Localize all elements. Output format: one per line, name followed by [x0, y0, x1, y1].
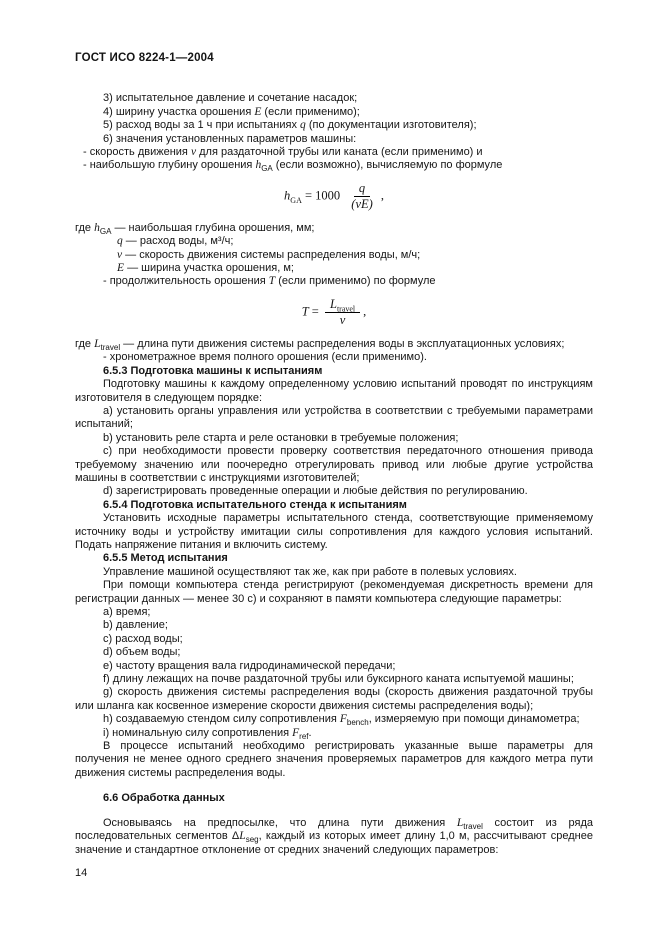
formula-hga — [75, 182, 593, 211]
where-line-v — [75, 249, 593, 262]
text-run: - скорость движения — [83, 146, 191, 159]
list-item-d: d) объем воды; — [103, 646, 181, 659]
list-item-4 — [75, 106, 593, 119]
list-item-h — [75, 713, 593, 726]
text-run: , измеряемую при помощи динамометра; — [368, 713, 580, 726]
text-run: (по документации изготовителя); — [305, 119, 477, 132]
math-var: L — [239, 830, 246, 843]
fraction — [346, 182, 378, 211]
math-var: h — [94, 221, 100, 234]
math-sub: bench — [346, 718, 369, 728]
list-item-3: 3) испытательное давление и сочетание насадок; — [103, 92, 358, 105]
list-item-c: c) при необходимости провести проверку соответствия передаточного отношения привода требуемому значению или поочередно отрегулировать привод или любые другие устройства машины в соответствии с инструкциями изготовителей; — [75, 445, 593, 484]
math-var: q — [117, 235, 123, 248]
paragraph: При помощи компьютера стенда регистрируют (рекомендуемая дискретность времени для регистрации данных — менее 30 с) и сохраняют в памяти компьютера следующие параметры: — [75, 579, 593, 605]
list-item-5 — [75, 119, 593, 132]
text-run: , каждый из которых имеет длину 1,0 м, рассчитывают среднее значение и стандартное отклонение от средних значений следующих параметров: — [75, 830, 593, 856]
math-sub: GA — [99, 227, 112, 237]
text-run: — скорость движения системы распределения воды, м/ч; — [122, 248, 421, 261]
math-sub: ref — [299, 731, 309, 741]
text-run: - продолжительность орошения — [103, 275, 269, 288]
where-line-ltravel — [75, 338, 593, 351]
math-var: T — [301, 304, 309, 319]
text-run: , — [380, 188, 384, 203]
text-run: 5) расход воды за 1 ч при испытаниях — [103, 119, 301, 132]
running-header — [75, 52, 593, 65]
standard-designation: ГОСТ ИСО 8224-1—2004 — [75, 52, 214, 64]
math-var: h — [284, 188, 291, 203]
dash-item-timing: - хронометражное время полного орошения (если применимо). — [103, 351, 427, 364]
math-sub: travel — [463, 821, 483, 831]
text-run: где — [75, 221, 95, 234]
fraction-numerator — [354, 182, 370, 197]
list-item-b: b) давление; — [103, 619, 168, 632]
math-var: E — [117, 262, 125, 275]
text-run: (если возможно), вычисляемую по формуле — [272, 159, 503, 172]
math-sub: GA — [261, 164, 273, 174]
text-run: — наибольшая глубина орошения, мм; — [111, 221, 315, 234]
math-var: T — [268, 275, 276, 288]
fraction-denominator — [335, 313, 351, 327]
text-run: — расход воды, м³/ч; — [122, 235, 234, 248]
math-var: L — [329, 296, 337, 311]
math-var: v — [117, 248, 123, 261]
text-run: (если применимо) по формуле — [275, 275, 436, 288]
math-var: F — [339, 713, 347, 726]
math-var: v — [339, 312, 346, 327]
math-var: L — [94, 337, 101, 350]
list-item-6: 6) значения установленных параметров машины: — [103, 132, 357, 145]
math-var: v — [190, 146, 197, 159]
paragraph: Установить исходные параметры испытательного стенда, соответствующие применяемому источнику воды и устройству имитации силы сопротивления для каждого условия испытаний. Подать напряжение питания и включить систему. — [75, 512, 593, 551]
dash-item-duration — [75, 275, 593, 288]
list-item-a: a) время; — [103, 606, 151, 618]
heading-6-5-5: 6.5.5 Метод испытания — [103, 552, 228, 565]
text-run: — ширина участка орошения, м; — [124, 262, 294, 275]
paragraph: Подготовку машины к каждому определенному условию испытаний проводят по инструкциям изготовителя в следующем порядке: — [75, 378, 593, 404]
text-run: 4) ширину участка орошения — [103, 105, 255, 118]
paragraph — [75, 817, 593, 857]
list-item-e: e) частоту вращения вала гидродинамической передачи; — [103, 659, 396, 672]
text-run: Основываясь на предпосылке, что длина пути движения — [103, 816, 457, 829]
math-var: L — [456, 816, 464, 829]
list-item-i — [75, 727, 593, 740]
where-line-hga — [75, 222, 593, 235]
dash-item-depth — [75, 159, 593, 172]
math-sub: travel — [100, 343, 121, 353]
fraction-numerator — [325, 298, 360, 313]
text-run: . — [308, 726, 312, 739]
paragraph: В процессе испытаний необходимо регистрировать указанные выше параметры для получения не менее одного среднего значения проверяемых параметров для каждого метра пути движения системы распределения воды. — [75, 740, 593, 779]
where-line-q — [75, 235, 593, 248]
text-run: где — [75, 337, 95, 350]
math-var: E — [254, 105, 262, 118]
text-run: для раздаточной трубы или каната (если применимо) и — [196, 146, 483, 159]
math-var: q — [358, 180, 366, 195]
heading-6-6: 6.6 Обработка данных — [103, 792, 225, 805]
text-run: i) номинальную силу сопротивления — [103, 726, 293, 739]
math-sub: GA — [290, 195, 302, 205]
text-run: - наибольшую глубину орошения — [83, 159, 256, 172]
list-item-g: g) скорость движения системы распределения воды (скорость движения раздаточной трубы или шланга как косвенное измерение скорости движения системы распределения воды); — [75, 686, 593, 712]
fraction — [325, 298, 360, 327]
dash-item-speed — [75, 146, 593, 159]
text-run: — длина пути движения системы распределения воды в эксплуатационных условиях; — [120, 337, 565, 350]
list-item-a: a) установить органы управления или устройства в соответствии с требуемыми параметрами испытаний; — [75, 404, 593, 431]
list-item-f: f) длину лежащих на почве раздаточной трубы или буксирного каната испытуемой машины; — [103, 673, 574, 686]
math-relation: = 1000 — [301, 188, 344, 203]
heading-6-5-4: 6.5.4 Подготовка испытательного стенда к испытаниям — [103, 498, 407, 511]
document-body — [75, 92, 593, 880]
text-run: состоит из ряда последовательных сегментов Δ — [75, 816, 593, 843]
heading-6-5-3: 6.5.3 Подготовка машины к испытаниям — [103, 364, 323, 377]
formula-t — [75, 298, 593, 327]
text-run: , — [363, 304, 367, 319]
fraction-denominator: (vE) — [351, 196, 373, 211]
text-run: (если применимо); — [261, 105, 360, 118]
math-var: h — [255, 159, 262, 172]
page-number: 14 — [75, 866, 88, 879]
list-item-c: c) расход воды; — [103, 632, 183, 645]
where-line-e — [75, 262, 593, 275]
math-relation: = — [308, 304, 322, 319]
math-sub: travel — [336, 304, 356, 314]
math-sub: seg — [245, 835, 259, 845]
list-item-b: b) установить реле старта и реле остановки в требуемые положения; — [103, 431, 459, 444]
paragraph: Управление машиной осуществляют так же, как при работе в полевых условиях. — [103, 565, 517, 578]
text-run: h) создаваемую стендом силу сопротивления — [103, 713, 340, 726]
math-var: q — [300, 119, 306, 132]
list-item-d: d) зарегистрировать проведенные операции и любые действия по регулированию. — [103, 485, 528, 498]
math-var: F — [292, 726, 300, 739]
